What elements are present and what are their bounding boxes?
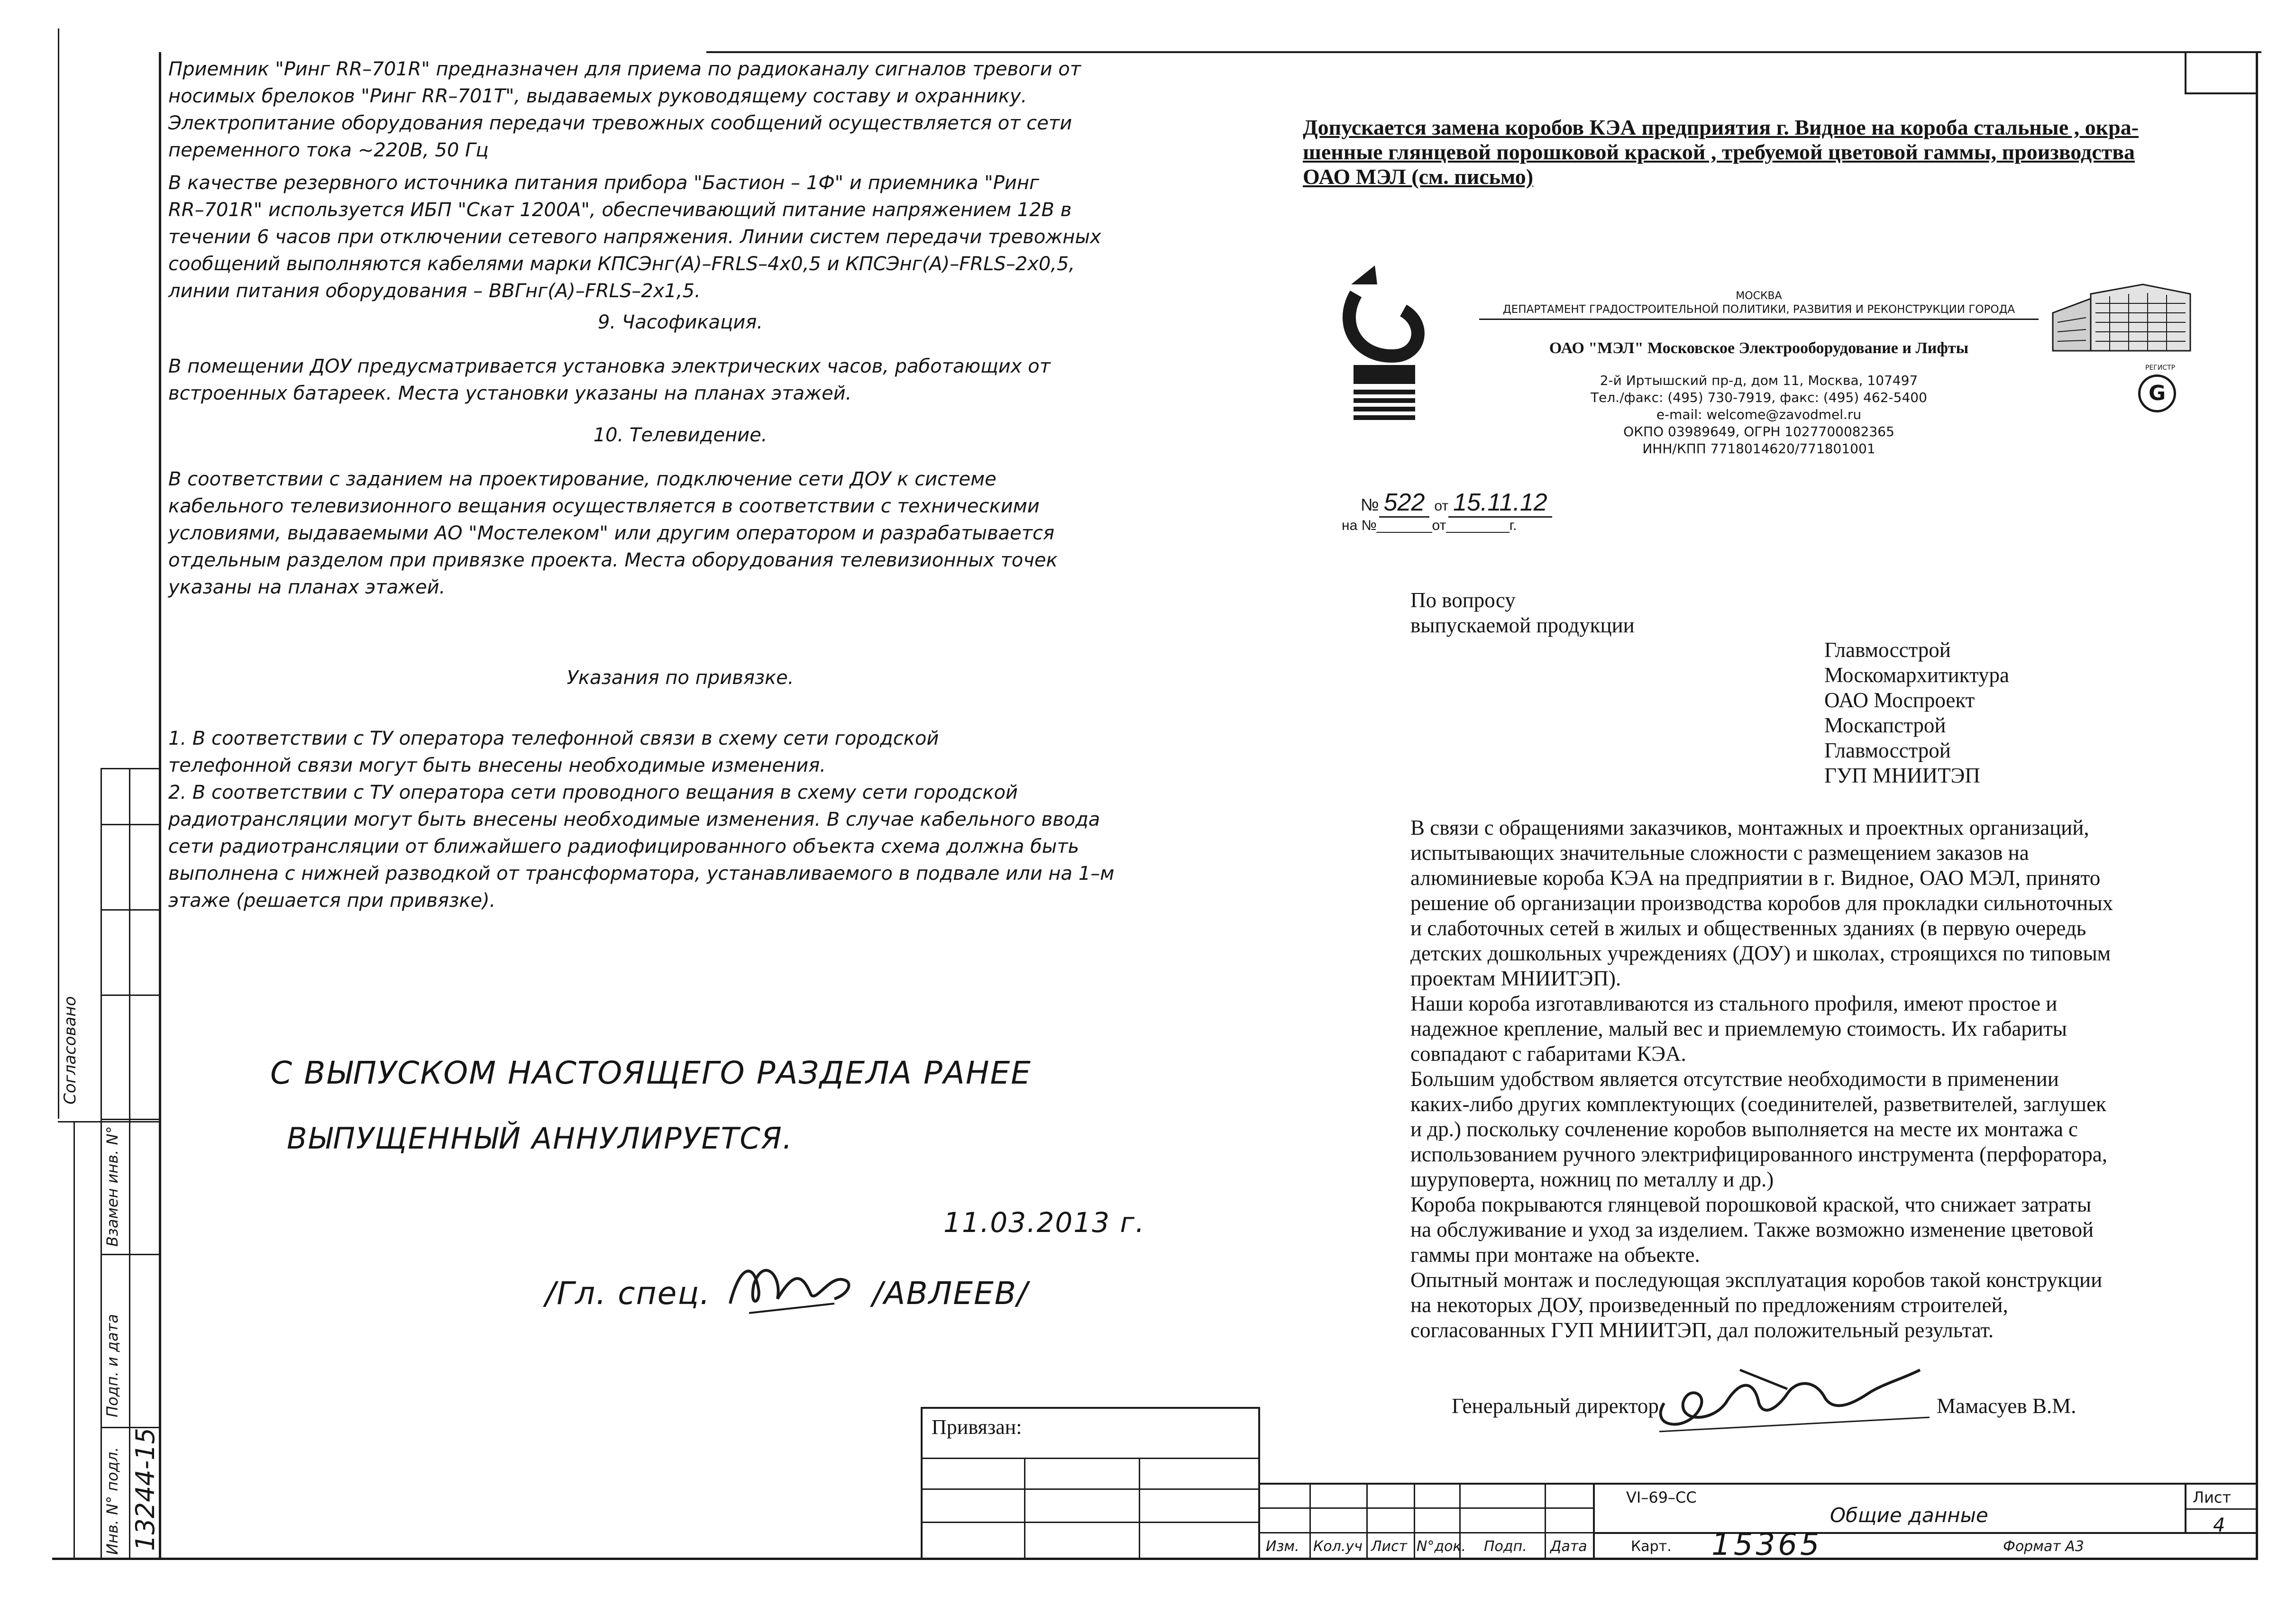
letter-email: e-mail: welcome@zavodmel.ru (1656, 407, 1862, 422)
side-strip-row (101, 1119, 160, 1120)
side-label-podp: Подп. и дата (103, 1314, 121, 1417)
handwritten-line-2: ВЫПУЩЕННЫЙ АННУЛИРУЕТСЯ. (287, 1121, 793, 1156)
frame-top-line (706, 51, 2261, 53)
letter-address: 2-й Иртышский пр-д, дом 11, Москва, 107497 (1600, 373, 1918, 388)
letter-number-row (1361, 488, 1552, 517)
register-mark-label: РЕГИСТР (2145, 364, 2176, 372)
document-code: VI–69–СС (1626, 1488, 1697, 1506)
frame-left-line (159, 52, 161, 1560)
text-line: В соответствии с заданием на проектирование, подключение сети ДОУ к системе (168, 468, 997, 490)
letter-department: ДЕПАРТАМЕНТ ГРАДОСТРОИТЕЛЬНОЙ ПОЛИТИКИ, РАЗВИТИЯ И РЕКОНСТРУКЦИИ ГОРОДА (1479, 303, 2039, 320)
body-line: детских дошкольных учреждениях (ДОУ) и школах, строящихся по типовым (1410, 941, 2111, 965)
signature-name: Мамасуев В.М. (1937, 1394, 2076, 1418)
titleblock-top-line (1260, 1483, 2258, 1485)
heading-television: 10. Телевидение. (593, 424, 768, 446)
body-line: на обслуживание и уход за изделием. Также возможно изменение цветовой (1410, 1218, 2094, 1241)
text-line: радиотрансляции могут быть внесены необходимые изменения. В случае кабельного ввода (168, 809, 1100, 830)
titleblock-grid-col (1309, 1483, 1311, 1558)
register-mark-letter: G (2148, 381, 2166, 405)
text-line: кабельного телевизионного вещания осуществляется в соответствии с техническими (168, 495, 1040, 517)
paragraph-receiver (168, 56, 1081, 164)
side-strip-row (101, 824, 160, 825)
text-line: Приемник "Ринг RR–701R" предназначен для приема по радиоканалу сигналов тревоги от (168, 58, 1081, 80)
side-strip-left (73, 1121, 75, 1560)
text-line: В помещении ДОУ предусматривается установка электрических часов, работающих от (168, 356, 1051, 377)
side-strip-outer (101, 768, 102, 1560)
text-line: RR–701R" используется ИБП "Скат 1200А", обеспечивающий питание напряжением 12В в (168, 199, 1072, 221)
replacement-note (1303, 115, 2139, 189)
titleblock-sheet-col (2185, 1483, 2186, 1533)
kart-number: 15365 (1711, 1527, 1822, 1562)
frame-right-line (2256, 52, 2258, 1560)
side-label-soglasovano: Согласовано (61, 996, 80, 1104)
section-title: Общие данные (1830, 1504, 1988, 1527)
mel-logo-icon (1342, 265, 1427, 436)
addressee: Москапстрой (1824, 713, 1946, 737)
side-label-inv: Инв. N° подл. (103, 1447, 121, 1555)
attachment-row-line (921, 1458, 1260, 1459)
body-line: В связи с обращениями заказчиков, монтажных и проектных организаций, (1410, 816, 2089, 839)
column-data: Дата (1550, 1538, 1587, 1555)
paragraph-television (168, 466, 1058, 601)
letter-okpo: ОКПО 03989649, ОГРН 1027700082365 (1623, 424, 1894, 439)
text-line: указаны на планах этажей. (168, 576, 446, 598)
sheet-number: 4 (2213, 1515, 2225, 1536)
signature-director-icon (1645, 1360, 1939, 1436)
body-line: совпадают с габаритами КЭА. (1410, 1042, 1686, 1066)
addressee: Москомархитиктура (1824, 663, 2009, 687)
signature-author-icon (721, 1247, 863, 1323)
body-line: решение об организации производства коробов для прокладки сильноточных (1410, 891, 2113, 915)
column-podp: Подп. (1484, 1538, 1527, 1555)
letter-addressees (1824, 638, 2009, 788)
letter-city: МОСКВА (1736, 290, 1782, 302)
sheet-label: Лист (2193, 1488, 2232, 1506)
paragraph-clock (168, 353, 1051, 407)
side-strip-row (101, 1254, 160, 1255)
addressee: ГУП МНИИТЭП (1824, 764, 1980, 787)
frame-bottom-line (52, 1558, 2258, 1560)
letter-company-name: ОАО "МЭЛ" Московское Электрооборудование и Лифты (1549, 339, 1969, 357)
handwritten-sign-name: /АВЛЕЕВ/ (872, 1275, 1029, 1312)
body-line: надежное крепление, малый вес и приемлемую стоимость. Их габариты (1410, 1017, 2067, 1040)
titleblock-split-line (1593, 1483, 1595, 1560)
text-line: 1. В соответствии с ТУ оператора телефонной связи в схему сети городской (168, 728, 939, 749)
titleblock-kart-line (1593, 1532, 2258, 1534)
paragraph-attachment (168, 725, 1114, 914)
subject-line: выпускаемой продукции (1410, 613, 1635, 637)
text-line: сообщений выполняются кабелями марки КПСЭнг(А)–FRLS–4х0,5 и КПСЭнг(А)–FRLS–2х0,5, (168, 253, 1075, 275)
attachment-col-line (1024, 1458, 1025, 1558)
column-kol-uch: Кол.уч (1313, 1538, 1363, 1555)
body-line: гаммы при монтаже на объекте. (1410, 1243, 1700, 1267)
note-line: ОАО МЭЛ (см. письмо) (1303, 164, 1534, 189)
attachment-row-line (921, 1522, 1260, 1523)
heading-clock: 9. Часофикация. (597, 311, 763, 333)
letter-date-label: от (1434, 498, 1449, 514)
text-line: сети радиотрансляции от ближайшего радиофицированного объекта схема должна быть (168, 836, 1079, 858)
body-line: проектам МНИИТЭП). (1410, 967, 1621, 990)
body-line: на некоторых ДОУ, произведенный по предложениям строителей, (1410, 1293, 2008, 1317)
kart-label: Карт. (1631, 1538, 1672, 1555)
format-label: Формат А3 (2003, 1538, 2084, 1555)
letter-subject (1410, 588, 1635, 638)
attachment-label: Привязан: (932, 1415, 1022, 1439)
letter-reply-line: на №_______от________г. (1342, 518, 1517, 533)
text-line: условиями, выдаваемыми АО "Мостелеком" или другим оператором и разрабатывается (168, 522, 1055, 544)
letter-inn: ИНН/КПП 7718014620/771801001 (1642, 441, 1875, 456)
body-line: алюминиевые короба КЭА на предприятии в г. Видное, ОАО МЭЛ, принято (1410, 866, 2101, 890)
paragraph-backup-power (168, 170, 1101, 305)
side-strip-top (101, 768, 160, 769)
corner-box (2185, 52, 2258, 94)
body-line: Опытный монтаж и последующая эксплуатация коробов такой конструкции (1410, 1268, 2103, 1292)
body-line: согласованных ГУП МНИИТЭП, дал положительный результат. (1410, 1318, 1994, 1342)
body-line: Короба покрываются глянцевой порошковой краской, что снижает затраты (1410, 1193, 2092, 1216)
titleblock-grid-col (1366, 1483, 1368, 1558)
letter-number-label: № (1361, 495, 1379, 514)
side-inv-value: 13244-15 (130, 1428, 160, 1551)
side-label-vzamen: Взамен инв. N° (103, 1126, 121, 1247)
text-line: отдельным разделом при привязке проекта. Места оборудования телевизионных точек (168, 549, 1058, 571)
handwritten-sign-prefix: /Гл. спец. (545, 1275, 711, 1312)
body-line: каких-либо других комплектующих (соединителей, разветвителей, заглушек (1410, 1092, 2106, 1116)
body-line: и др.) поскольку сочленение коробов выполняется на месте их монтажа с (1410, 1117, 2078, 1141)
heading-attachment-instructions: Указания по привязке. (567, 667, 794, 689)
signature-title: Генеральный директор (1452, 1394, 1659, 1418)
text-line: выполнена с нижней разводкой от трансформатора, устанавливаемого в подвале или на 1–м (168, 863, 1115, 885)
column-doc-no: N°док. (1417, 1538, 1466, 1555)
handwritten-line-1: С ВЫПУСКОМ НАСТОЯЩЕГО РАЗДЕЛА РАНЕЕ (270, 1055, 1032, 1091)
text-line: 2. В соответствии с ТУ оператора сети проводного вещания в схему сети городской (168, 782, 1018, 803)
attachment-row-line (921, 1488, 1260, 1490)
titleblock-grid-col (1414, 1483, 1415, 1558)
addressee: ОАО Моспроект (1824, 688, 1975, 712)
note-line: Допускается замена коробов КЭА предприятия г. Видное на короба стальные , окра- (1303, 115, 2139, 139)
body-line: Наши короба изготавливаются из стального профиля, имеют простое и (1410, 992, 2058, 1015)
text-line: телефонной связи могут быть внесены необходимые изменения. (168, 755, 826, 776)
body-line: использованием ручного электрифицированного инструмента (перфоратора, (1410, 1142, 2107, 1166)
register-mark-icon (2138, 374, 2176, 412)
attachment-col-line (1139, 1458, 1140, 1558)
binding-edge-line (58, 28, 59, 1119)
titleblock-sheet-row (2185, 1508, 2258, 1510)
text-line: встроенных батареек. Места установки указаны на планах этажей. (168, 383, 852, 404)
body-line: испытывающих значительные сложности с размещением заказов на (1410, 841, 2029, 865)
text-line: В качестве резервного источника питания прибора "Бастион – 1Ф" и приемника "Ринг (168, 172, 1039, 194)
text-line: носимых брелоков "Ринг RR–701T", выдаваемых руководящему составу и охраннику. (168, 85, 1027, 107)
body-line: Большим удобством является отсутствие необходимости в применении (1410, 1067, 2059, 1091)
letter-number-value: 522 (1379, 489, 1430, 518)
note-line: шенные глянцевой порошковой краской , требуемой цветовой гаммы, производства (1303, 140, 2135, 164)
side-strip-row (101, 909, 160, 911)
body-line: и слаботочных сетей в жилых и общественных зданиях (в первую очередь (1410, 916, 2086, 940)
text-line: переменного тока ~220В, 50 Гц (168, 139, 489, 161)
addressee: Главмосстрой (1824, 739, 1951, 762)
side-strip-row (101, 994, 160, 996)
factory-building-icon (2048, 280, 2195, 356)
letter-date-value: 15.11.12 (1448, 489, 1552, 518)
letter-phone: Тел./факс: (495) 730-7919, факс: (495) 462-5400 (1591, 390, 1927, 405)
letter-body (1410, 815, 2113, 1343)
column-izm: Изм. (1266, 1538, 1299, 1555)
column-list: Лист (1371, 1538, 1408, 1555)
text-line: линии питания оборудования – ВВГнг(А)–FRLS–2х1,5. (168, 280, 701, 302)
subject-line: По вопросу (1410, 588, 1516, 612)
text-line: Электропитание оборудования передачи тревожных сообщений осуществляется от сети (168, 112, 1072, 134)
addressee: Главмосстрой (1824, 638, 1951, 662)
titleblock-grid-col (1545, 1483, 1546, 1558)
text-line: этаже (решается при привязке). (168, 890, 496, 912)
body-line: шуруповерта, ножниц по металлу и др.) (1410, 1168, 1774, 1191)
text-line: течении 6 часов при отключении сетевого напряжения. Линии систем передачи тревожных (168, 226, 1101, 248)
handwritten-date: 11.03.2013 г. (943, 1206, 1145, 1239)
